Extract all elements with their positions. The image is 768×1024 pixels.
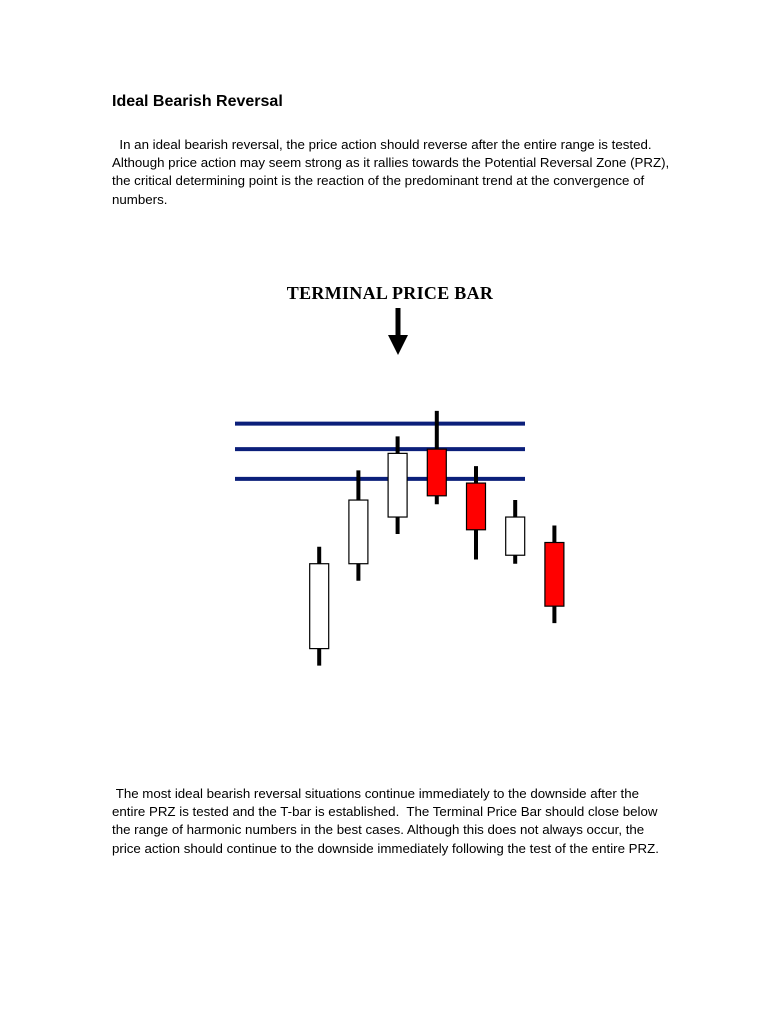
candle-7 bbox=[506, 500, 525, 564]
candle-body bbox=[506, 517, 525, 555]
intro-paragraph: In an ideal bearish reversal, the price action should reverse after the entire range is tested. Although price action may seem strong as it rallies towards the Potential Reversal Zone (PRZ), the critical determining point is the reaction of the predominant trend at the convergence of numbers. bbox=[112, 137, 673, 207]
candle-body bbox=[349, 500, 368, 564]
candle-body bbox=[467, 483, 486, 530]
prz-lines bbox=[235, 424, 525, 479]
candle-2 bbox=[310, 547, 329, 666]
closing-paragraph: The most ideal bearish reversal situations continue immediately to the downside after the entire PRZ is tested and the T-bar is established. The Terminal Price Bar should close below the range of harmonic numbers in the best cases. Although this does not always occur, the price action should continue to the downside immediately following the test of the entire PRZ. bbox=[112, 786, 662, 856]
candle-3 bbox=[349, 470, 368, 580]
page-title: Ideal Bearish Reversal bbox=[112, 93, 283, 110]
candle-8 bbox=[545, 526, 564, 624]
candle-body bbox=[388, 453, 407, 517]
arrow-head bbox=[388, 335, 408, 355]
chart-title: TERMINAL PRICE BAR bbox=[286, 283, 494, 303]
terminal-candle-body bbox=[427, 449, 446, 496]
down-arrow-icon bbox=[388, 308, 408, 355]
candle-body bbox=[310, 564, 329, 649]
candle-body bbox=[545, 543, 564, 607]
candlestick-chart bbox=[220, 275, 580, 735]
candles bbox=[310, 411, 580, 725]
